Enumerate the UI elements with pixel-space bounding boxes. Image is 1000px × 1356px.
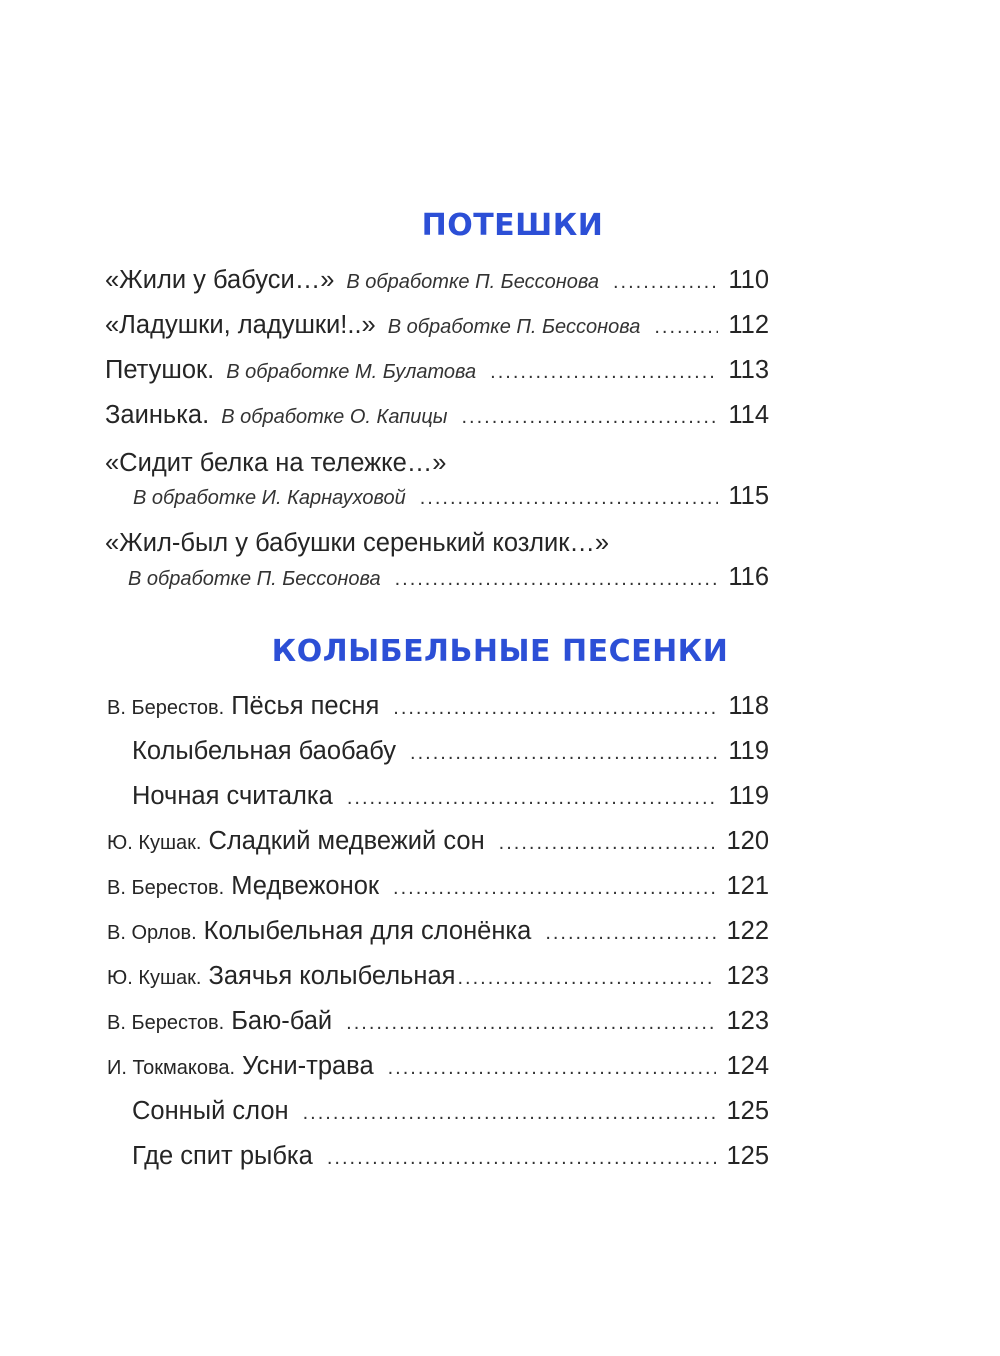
entry-editor: В обработке М. Булатова [226,361,477,383]
page-number: 119 [728,737,769,765]
toc-entry-editor-line[interactable] [128,559,769,597]
entry-title: Сонный слон [132,1097,289,1125]
dot-leader [346,1005,716,1041]
page-number: 120 [726,827,769,855]
toc-entry[interactable] [107,913,769,951]
toc-entry[interactable] [107,868,769,906]
page-number: 125 [726,1097,769,1125]
dot-leader [457,960,716,996]
entry-title: Колыбельная для слонёнка [203,917,532,945]
page-number: 116 [728,563,769,591]
page-number: 118 [728,692,769,720]
dot-leader [393,870,716,906]
dot-leader [490,354,718,390]
page-number: 115 [728,482,769,510]
dot-leader [654,309,718,345]
page-number: 112 [728,311,769,339]
dot-leader [545,915,716,951]
entry-editor: В обработке О. Капицы [221,406,448,428]
entry-title: Где спит рыбка [132,1142,313,1170]
entry-editor: В обработке И. Карнауховой [133,487,406,509]
toc-entry[interactable] [107,1003,769,1041]
toc-entry[interactable] [132,778,769,816]
entry-title: Заячья колыбельная [208,962,456,990]
entry-author: И. Токмакова. [107,1057,236,1079]
dot-leader [393,690,718,726]
toc-entry[interactable] [132,1093,769,1131]
dot-leader [410,735,718,771]
entry-author: Ю. Кушак. [107,832,202,854]
entry-title: Пёсья песня [231,692,380,720]
page-number: 124 [726,1052,769,1080]
entry-author: Ю. Кушак. [107,967,202,989]
entry-editor: В обработке П. Бессонова [346,271,599,293]
toc-entry[interactable] [107,958,769,996]
entry-author: В. Берестов. [107,697,225,719]
entry-title: Сладкий медвежий сон [208,827,485,855]
page-number: 123 [726,962,769,990]
toc-entry[interactable] [132,1138,769,1176]
dot-leader [388,1050,717,1086]
dot-leader [395,561,719,597]
dot-leader [613,264,718,300]
entry-editor: В обработке П. Бессонова [387,316,641,338]
toc-entry[interactable] [107,823,769,861]
entry-title: Заинька. [105,401,210,429]
dot-leader [347,780,719,816]
entry-title: Баю-бай [231,1007,333,1035]
toc-entry[interactable] [105,352,769,390]
toc-entry[interactable] [107,688,769,726]
dot-leader [499,825,717,861]
entry-title: «Сидит белка на тележке…» [105,449,447,477]
dot-leader [462,399,719,435]
toc-entry-title-line[interactable] [105,525,769,563]
section-title-poteshki: ПОТЕШКИ [421,208,604,243]
section-title-lullabies: КОЛЫБЕЛЬНЫЕ ПЕСЕНКИ [271,634,729,669]
entry-title: Медвежонок [231,872,380,900]
toc-entry[interactable] [105,307,769,345]
entry-author: В. Берестов. [107,1012,225,1034]
dot-leader [420,480,719,516]
toc-entry[interactable] [105,397,769,435]
page-number: 119 [728,782,769,810]
page-number: 121 [726,872,769,900]
toc-entry[interactable] [105,262,769,300]
entry-title: Петушок. [105,356,215,384]
entry-title: «Жил-был у бабушки серенький козлик…» [105,529,610,557]
entry-title: Колыбельная баобабу [132,737,397,765]
page-number: 113 [728,356,769,384]
toc-entry[interactable] [132,733,769,771]
entry-author: В. Орлов. [107,922,197,944]
dot-leader [303,1095,717,1131]
page-number: 114 [728,401,769,429]
toc-entry-editor-line[interactable] [133,478,769,516]
entry-author: В. Берестов. [107,877,225,899]
entry-title: Ночная считалка [132,782,333,810]
page-number: 123 [726,1007,769,1035]
page-number: 110 [728,266,769,294]
entry-title: «Ладушки, ладушки!..» [105,311,376,339]
entry-editor: В обработке П. Бессонова [128,568,381,590]
entry-title: Усни-трава [242,1052,374,1080]
entry-title: «Жили у бабуси…» [105,266,335,294]
dot-leader [327,1140,717,1176]
toc-entry[interactable] [107,1048,769,1086]
page-number: 125 [726,1142,769,1170]
page-number: 122 [726,917,769,945]
